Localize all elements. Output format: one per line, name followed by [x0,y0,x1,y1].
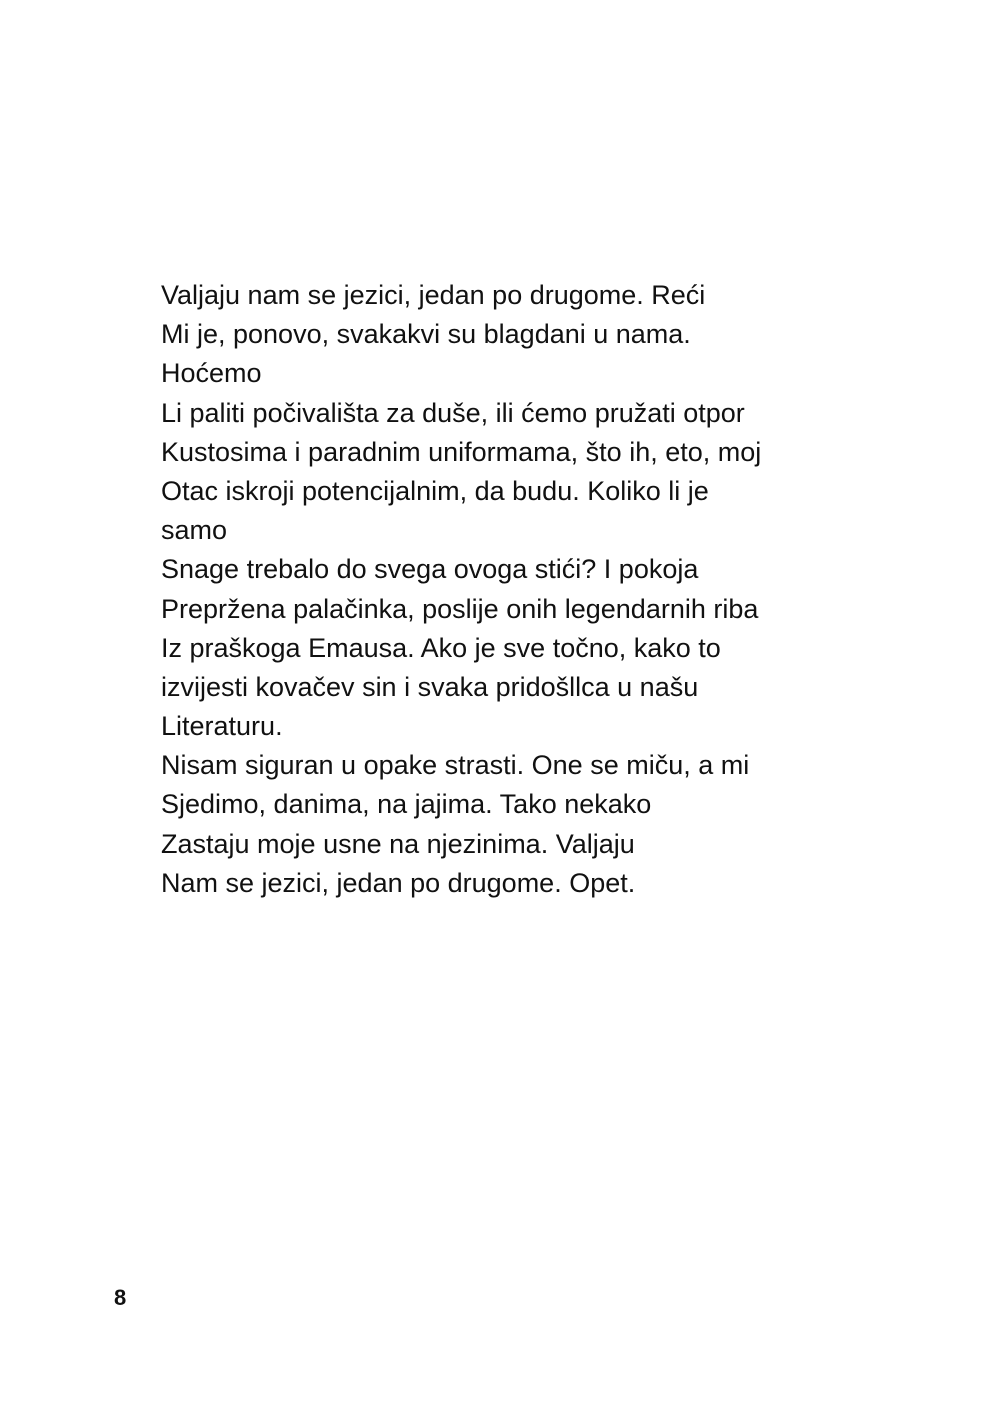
poem-line: Snage trebalo do svega ovoga stići? I pokoja [161,554,699,585]
poem-text [161,276,861,903]
poem-line: Zastaju moje usne na njezinima. Valjaju [161,828,635,859]
poem-line: Nisam siguran u opake strasti. One se miču, a mi [161,750,750,781]
poem-line: Prepržena palačinka, poslije onih legendarnih riba [161,593,759,624]
poem-line: Literaturu. [161,711,283,742]
poem-line: Sjedimo, danima, na jajima. Tako nekako [161,789,652,820]
poem-line: samo [161,515,228,546]
poem-line: Kustosima i paradnim uniformama, što ih, eto, moj [161,436,762,467]
page-number: 8 [114,1285,127,1310]
poem-line: Otac iskroji potencijalnim, da budu. Koliko li je [161,475,709,506]
poem-line: Nam se jezici, jedan po drugome. Opet. [161,867,636,898]
poem-line: Hoćemo [161,358,262,389]
poem-line: Li paliti počivališta za duše, ili ćemo pružati otpor [161,397,745,428]
poem-line: Valjaju nam se jezici, jedan po drugome. Reći [161,280,706,310]
poem-line: Iz praškoga Emausa. Ako je sve točno, kako to [161,632,721,663]
poem-line: Mi je, ponovo, svakakvi su blagdani u nama. [161,319,691,350]
poem-line: izvijesti kovačev sin i svaka pridošllca u našu [161,671,699,702]
